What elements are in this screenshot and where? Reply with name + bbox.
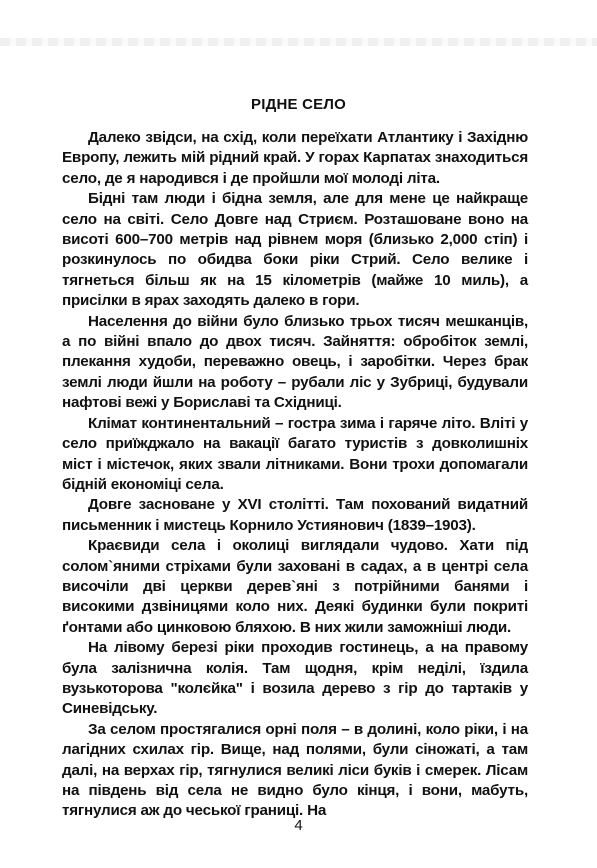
scan-artifact-strip bbox=[0, 38, 597, 46]
page-number: 4 bbox=[294, 817, 303, 834]
paragraph: Населення до війни було близько трьох тисяч мешканців, а по війні впало до двох тисяч. Зайняття: обробіток землі, плекання худоби, переважно овець, і заробітки. Через брак землі люди йшли на роботу – рубали ліс у Зубриці, будували нафтові вежі у Бориславі та Східниці. bbox=[62, 312, 528, 412]
paragraph: Краєвиди села і околиці виглядали чудово. Хати під солом`яними стріхами були заховані в садах, а в центрі села височіли дві церкви дерев`яні з потрійними банями і високими дзвіницями коло них. Деякі будинки були покриті ґонтами або цинковою бляхою. В них жили заможніші люди. bbox=[62, 537, 528, 636]
paragraph: За селом простягалися орні поля – в долині, коло ріки, і на лагідних схилах гір. Вище, над полями, були сіножаті, а там далі, на верхах гір, тягнулися великі ліси буків і смерек. Лісам на південь від села не видно було кінця, і вони, мабуть, тягнулися аж до чеської границі. На bbox=[62, 720, 528, 820]
paragraph: Клімат континентальний – гостра зима і гаряче літо. Вліті у село приїжджало на вакації багато туристів з довколишніх міст і містечок, яких звали літниками. Вони трохи допомагали бідній економіці села. bbox=[62, 414, 528, 493]
paragraph: Бідні там люди і бідна земля, але для мене це найкраще село на світі. Село Довге над Стриєм. Розташоване воно на висоті 600–700 метрів над рівнем моря (близько 2,000 стіп) і розкинулось по обидва боки ріки Стрий. Село велике і тягнеться більш як на 15 кілометрів (майже 10 миль), а присілки в ярах заходять далеко в гори. bbox=[62, 190, 528, 310]
body-text bbox=[62, 128, 528, 822]
paragraph: Далеко звідси, на схід, коли переїхати Атлантику і Західню Европу, лежить мій рідний край. У горах Карпатах знаходиться село, де я народився і де пройшли мої молоді літа. bbox=[62, 129, 528, 187]
paragraph: Довге засноване у XVI столітті. Там похований видатний письменник і мистець Корнило Устиянович (1839–1903). bbox=[62, 496, 528, 534]
paragraph: На лівому березі ріки проходив гостинець, а на правому була залізнична колія. Там щодня, крім неділі, їздила вузькоторова "колєйка" і возила дерево з гір до тартаків у Синевідську. bbox=[62, 639, 528, 718]
chapter-title: РІДНЕ СЕЛО bbox=[251, 96, 346, 113]
